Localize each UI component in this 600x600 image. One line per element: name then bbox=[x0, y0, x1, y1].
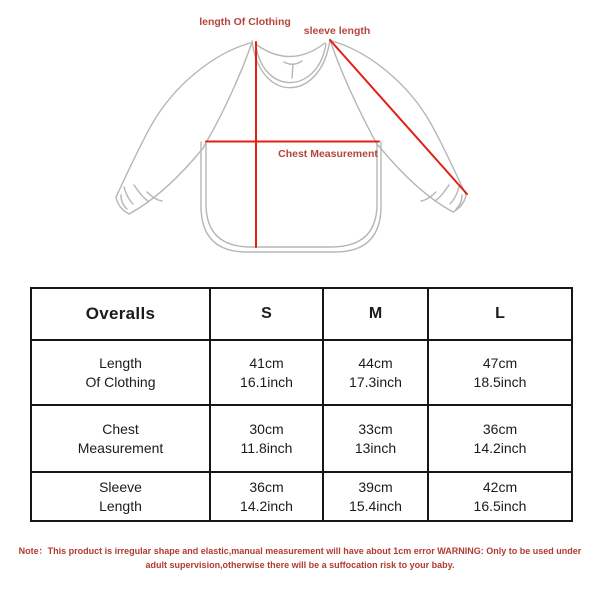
value-cell-sleeve-l bbox=[428, 472, 572, 521]
col-header-size-m: M bbox=[323, 288, 428, 340]
value-cm: 41cm bbox=[249, 354, 284, 371]
collar-outer-arc bbox=[252, 39, 330, 88]
table-row-sleeve-length bbox=[31, 472, 572, 521]
raglan-seam-right bbox=[330, 40, 378, 146]
value-cm: 47cm bbox=[482, 354, 518, 371]
value-cm: 30cm bbox=[249, 420, 284, 437]
row-label-line: Length bbox=[99, 497, 142, 514]
row-label-line: Sleeve bbox=[99, 478, 142, 495]
value-inch: 11.8inch bbox=[240, 439, 293, 456]
row-label-chest-measurement bbox=[31, 405, 210, 472]
table-row-length-of-clothing bbox=[31, 340, 572, 405]
col-header-overalls: Overalls bbox=[31, 288, 210, 340]
value-cell-length-s bbox=[210, 340, 323, 405]
row-label-line: Measurement bbox=[77, 439, 164, 456]
value-cell-chest-s bbox=[210, 405, 323, 472]
sleeve-left-outer bbox=[116, 43, 250, 197]
value-inch: 15.4inch bbox=[349, 497, 402, 514]
row-label-line: Chest bbox=[102, 420, 139, 437]
sleeve-right-inner bbox=[378, 145, 453, 212]
garment-outline bbox=[116, 39, 466, 252]
row-label-sleeve-length bbox=[31, 472, 210, 521]
value-inch: 16.5inch bbox=[473, 497, 527, 514]
collar-tag-mark bbox=[284, 61, 302, 78]
value-cm: 36cm bbox=[249, 478, 284, 495]
value-inch: 16.1inch bbox=[240, 373, 293, 390]
value-cm: 39cm bbox=[358, 478, 393, 495]
col-header-size-s: S bbox=[210, 288, 323, 340]
value-cm: 44cm bbox=[358, 354, 393, 371]
row-label-line: Length bbox=[99, 354, 142, 371]
value-cell-sleeve-m bbox=[323, 472, 428, 521]
sleeve-length-label: sleeve length bbox=[303, 25, 371, 37]
row-label-length-of-clothing bbox=[31, 340, 210, 405]
sleeve-left-inner bbox=[129, 147, 204, 214]
value-cell-chest-m bbox=[323, 405, 428, 472]
chest-measurement-label: Chest Measurement bbox=[278, 148, 378, 160]
value-cell-length-m bbox=[323, 340, 428, 405]
value-inch: 14.2inch bbox=[240, 497, 293, 514]
value-inch: 18.5inch bbox=[473, 373, 527, 390]
sleeve-measure-line bbox=[330, 40, 467, 194]
value-cm: 36cm bbox=[482, 420, 518, 437]
table-row-chest-measurement bbox=[31, 405, 572, 472]
measurement-lines bbox=[206, 40, 467, 247]
value-cm: 42cm bbox=[482, 478, 518, 495]
size-table bbox=[30, 287, 573, 522]
garment-diagram bbox=[0, 0, 600, 285]
col-header-size-l: L bbox=[428, 288, 572, 340]
warning-note: Note：This product is irregular shape and elastic,manual measurement will have about 1cm error WARNING: Only to be used under adult supervision,otherwise there will be a suffocation risk to your baby. bbox=[18, 546, 582, 570]
value-inch: 13inch bbox=[354, 439, 397, 456]
value-cell-length-l bbox=[428, 340, 572, 405]
table-header-row bbox=[31, 288, 572, 340]
value-inch: 17.3inch bbox=[349, 373, 402, 390]
value-cell-sleeve-s bbox=[210, 472, 323, 521]
length-of-clothing-label: length Of Clothing bbox=[199, 16, 291, 28]
value-inch: 14.2inch bbox=[473, 439, 527, 456]
value-cell-chest-l bbox=[428, 405, 572, 472]
value-cm: 33cm bbox=[358, 420, 393, 437]
raglan-seam-left bbox=[204, 42, 252, 146]
cuff-gathers-left bbox=[121, 185, 162, 209]
sleeve-left-cuff bbox=[116, 197, 129, 214]
collar-back-arc bbox=[257, 43, 325, 57]
row-label-line: Of Clothing bbox=[85, 373, 156, 390]
